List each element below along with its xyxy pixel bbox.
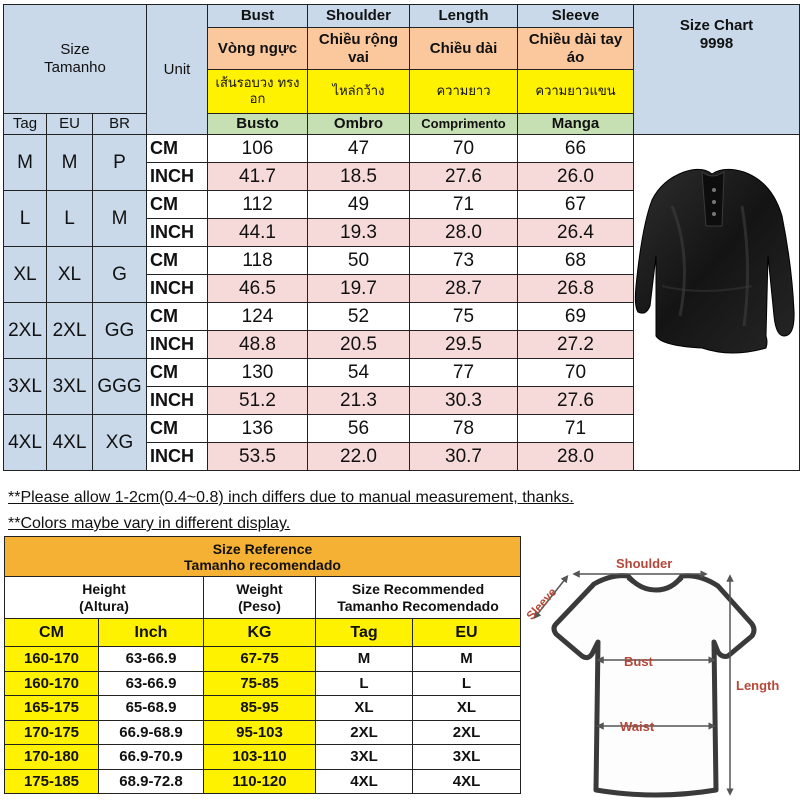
col-shoulder-pt: Ombro bbox=[308, 114, 410, 135]
measurement-inch: 29.5 bbox=[410, 331, 518, 359]
col-sleeve-pt: Manga bbox=[518, 114, 634, 135]
shoulder-label: Shoulder bbox=[616, 556, 673, 571]
measurement-inch: 44.1 bbox=[208, 219, 308, 247]
unit-inch-label: INCH bbox=[147, 219, 208, 247]
height-cm: 160-170 bbox=[5, 671, 99, 696]
measurement-inch: 19.3 bbox=[308, 219, 410, 247]
unit-tag: Tag bbox=[316, 619, 413, 647]
col-sleeve-th: ความยาวแขน bbox=[518, 70, 634, 114]
reference-row bbox=[5, 720, 521, 745]
measurement-cm: 70 bbox=[410, 135, 518, 163]
unit-cm-label: CM bbox=[147, 247, 208, 275]
unit-inch: Inch bbox=[99, 619, 204, 647]
height-inch: 65-68.9 bbox=[99, 696, 204, 721]
measurement-inch: 53.5 bbox=[208, 443, 308, 471]
chart-title: Size Chart bbox=[679, 16, 754, 34]
col-shoulder-en: Shoulder bbox=[308, 5, 410, 28]
height-inch: 68.9-72.8 bbox=[99, 769, 204, 794]
unit-inch-label: INCH bbox=[147, 443, 208, 471]
sleeve-label: Sleeve bbox=[523, 584, 560, 623]
size-tag: XL bbox=[4, 247, 47, 303]
measurement-inch: 28.0 bbox=[410, 219, 518, 247]
height-cm: 165-175 bbox=[5, 696, 99, 721]
measurement-inch: 46.5 bbox=[208, 275, 308, 303]
size-eu: M bbox=[47, 135, 93, 191]
size-br: GGG bbox=[93, 359, 147, 415]
tag-header: Tag bbox=[4, 114, 47, 135]
eu-header: EU bbox=[47, 114, 93, 135]
weight-label-pt: (Peso) bbox=[238, 597, 281, 614]
height-cm: 160-170 bbox=[5, 647, 99, 672]
weight-label: Weight bbox=[236, 580, 283, 597]
rec-tag: XL bbox=[316, 696, 413, 721]
measurement-cm: 124 bbox=[208, 303, 308, 331]
bust-label: Bust bbox=[624, 654, 653, 669]
measurement-cm: 52 bbox=[308, 303, 410, 331]
tshirt-measurement-diagram bbox=[516, 538, 800, 800]
size-tag: 4XL bbox=[4, 415, 47, 471]
measurement-inch: 26.4 bbox=[518, 219, 634, 247]
measurement-inch: 27.6 bbox=[518, 387, 634, 415]
rec-eu: 2XL bbox=[413, 720, 521, 745]
size-reference-title bbox=[5, 537, 521, 577]
measurement-cm: 130 bbox=[208, 359, 308, 387]
measurement-inch: 28.7 bbox=[410, 275, 518, 303]
measurement-cm: 118 bbox=[208, 247, 308, 275]
unit-eu: EU bbox=[413, 619, 521, 647]
measurement-cm: 71 bbox=[410, 191, 518, 219]
size-tag: M bbox=[4, 135, 47, 191]
unit-cm-label: CM bbox=[147, 303, 208, 331]
height-label: Height bbox=[82, 580, 126, 597]
unit-inch-label: INCH bbox=[147, 331, 208, 359]
size-br: M bbox=[93, 191, 147, 247]
size-eu: XL bbox=[47, 247, 93, 303]
rec-tag: 2XL bbox=[316, 720, 413, 745]
weight-kg: 110-120 bbox=[204, 769, 316, 794]
reference-row bbox=[5, 696, 521, 721]
col-length-en: Length bbox=[410, 5, 518, 28]
measurement-cm: 78 bbox=[410, 415, 518, 443]
measurement-inch: 41.7 bbox=[208, 163, 308, 191]
measurement-cm: 68 bbox=[518, 247, 634, 275]
note-measurement: **Please allow 1-2cm(0.4~0.8) inch differs due to manual measurement, thanks. bbox=[8, 489, 574, 506]
measurement-cm: 71 bbox=[518, 415, 634, 443]
height-inch: 63-66.9 bbox=[99, 647, 204, 672]
measurement-cm: 69 bbox=[518, 303, 634, 331]
measurement-cm: 50 bbox=[308, 247, 410, 275]
measurement-cm: 67 bbox=[518, 191, 634, 219]
rec-tag: 3XL bbox=[316, 745, 413, 770]
height-label-pt: (Altura) bbox=[79, 597, 129, 614]
size-reference-table bbox=[4, 536, 521, 794]
size-reference-label-pt: Tamanho recomendado bbox=[184, 556, 341, 573]
measurement-cm: 56 bbox=[308, 415, 410, 443]
tshirt-shape bbox=[554, 576, 754, 795]
col-shoulder-vi: Chiều rộng vai bbox=[308, 28, 410, 70]
size-eu: L bbox=[47, 191, 93, 247]
height-inch: 66.9-68.9 bbox=[99, 720, 204, 745]
weight-header bbox=[204, 577, 316, 619]
rec-tag: M bbox=[316, 647, 413, 672]
measurement-inch: 22.0 bbox=[308, 443, 410, 471]
size-br: G bbox=[93, 247, 147, 303]
col-sleeve-en: Sleeve bbox=[518, 5, 634, 28]
size-tag: 2XL bbox=[4, 303, 47, 359]
col-length-pt: Comprimento bbox=[410, 114, 518, 135]
measurement-cm: 77 bbox=[410, 359, 518, 387]
col-bust-pt: Busto bbox=[208, 114, 308, 135]
size-br: P bbox=[93, 135, 147, 191]
col-shoulder-th: ไหล่กว้าง bbox=[308, 70, 410, 114]
rec-tag: L bbox=[316, 671, 413, 696]
measurement-cm: 75 bbox=[410, 303, 518, 331]
measurement-inch: 26.0 bbox=[518, 163, 634, 191]
size-tag: L bbox=[4, 191, 47, 247]
rec-eu: L bbox=[413, 671, 521, 696]
size-header bbox=[4, 5, 147, 114]
rec-tag: 4XL bbox=[316, 769, 413, 794]
weight-kg: 67-75 bbox=[204, 647, 316, 672]
size-br: XG bbox=[93, 415, 147, 471]
height-cm: 175-185 bbox=[5, 769, 99, 794]
measurement-cm: 49 bbox=[308, 191, 410, 219]
reference-row bbox=[5, 671, 521, 696]
height-header bbox=[5, 577, 204, 619]
unit-inch-label: INCH bbox=[147, 163, 208, 191]
size-eu: 3XL bbox=[47, 359, 93, 415]
unit-header: Unit bbox=[147, 5, 208, 135]
measurement-inch: 28.0 bbox=[518, 443, 634, 471]
size-br: GG bbox=[93, 303, 147, 359]
height-cm: 170-175 bbox=[5, 720, 99, 745]
weight-kg: 103-110 bbox=[204, 745, 316, 770]
unit-cm-label: CM bbox=[147, 415, 208, 443]
col-bust-th: เส้นรอบวง ทรงอก bbox=[208, 70, 308, 114]
size-tag: 3XL bbox=[4, 359, 47, 415]
height-inch: 66.9-70.9 bbox=[99, 745, 204, 770]
reference-row bbox=[5, 769, 521, 794]
rec-eu: 3XL bbox=[413, 745, 521, 770]
measurement-inch: 26.8 bbox=[518, 275, 634, 303]
measurement-inch: 27.6 bbox=[410, 163, 518, 191]
waist-label: Waist bbox=[620, 719, 655, 734]
col-bust-en: Bust bbox=[208, 5, 308, 28]
measurement-cm: 47 bbox=[308, 135, 410, 163]
weight-kg: 95-103 bbox=[204, 720, 316, 745]
rec-eu: XL bbox=[413, 696, 521, 721]
note-colors: **Colors maybe vary in different display. bbox=[8, 515, 291, 532]
recommended-label-pt: Tamanho Recomendado bbox=[337, 597, 499, 614]
reference-row bbox=[5, 745, 521, 770]
weight-kg: 85-95 bbox=[204, 696, 316, 721]
measurement-inch: 19.7 bbox=[308, 275, 410, 303]
unit-cm-label: CM bbox=[147, 135, 208, 163]
unit-cm: CM bbox=[5, 619, 99, 647]
measurement-inch: 51.2 bbox=[208, 387, 308, 415]
unit-inch-label: INCH bbox=[147, 387, 208, 415]
unit-kg: KG bbox=[204, 619, 316, 647]
measurement-inch: 20.5 bbox=[308, 331, 410, 359]
reference-row bbox=[5, 647, 521, 672]
size-eu: 4XL bbox=[47, 415, 93, 471]
height-inch: 63-66.9 bbox=[99, 671, 204, 696]
size-eu: 2XL bbox=[47, 303, 93, 359]
measurement-inch: 48.8 bbox=[208, 331, 308, 359]
measurement-cm: 106 bbox=[208, 135, 308, 163]
chart-title-cell bbox=[634, 5, 800, 135]
unit-cm-label: CM bbox=[147, 191, 208, 219]
measurement-cm: 70 bbox=[518, 359, 634, 387]
measurement-cm: 66 bbox=[518, 135, 634, 163]
measurement-inch: 18.5 bbox=[308, 163, 410, 191]
length-label: Length bbox=[736, 678, 780, 693]
unit-inch-label: INCH bbox=[147, 275, 208, 303]
measurement-inch: 30.3 bbox=[410, 387, 518, 415]
col-length-vi: Chiều dài bbox=[410, 28, 518, 70]
measurement-cm: 73 bbox=[410, 247, 518, 275]
henley-shirt-photo bbox=[632, 136, 798, 466]
measurement-cm: 112 bbox=[208, 191, 308, 219]
chart-code: 9998 bbox=[699, 34, 734, 52]
measurement-inch: 27.2 bbox=[518, 331, 634, 359]
rec-eu: 4XL bbox=[413, 769, 521, 794]
unit-cm-label: CM bbox=[147, 359, 208, 387]
measurement-inch: 30.7 bbox=[410, 443, 518, 471]
measurement-cm: 54 bbox=[308, 359, 410, 387]
size-label: Size bbox=[60, 41, 90, 58]
height-cm: 170-180 bbox=[5, 745, 99, 770]
col-sleeve-vi: Chiều dài tay áo bbox=[518, 28, 634, 70]
col-bust-vi: Vòng ngực bbox=[208, 28, 308, 70]
size-reference-label: Size Reference bbox=[212, 540, 313, 557]
br-header: BR bbox=[93, 114, 147, 135]
size-label-pt: Tamanho bbox=[44, 59, 106, 76]
col-length-th: ความยาว bbox=[410, 70, 518, 114]
recommended-label: Size Recommended bbox=[351, 580, 485, 597]
measurement-cm: 136 bbox=[208, 415, 308, 443]
recommended-header bbox=[316, 577, 521, 619]
weight-kg: 75-85 bbox=[204, 671, 316, 696]
measurement-inch: 21.3 bbox=[308, 387, 410, 415]
rec-eu: M bbox=[413, 647, 521, 672]
